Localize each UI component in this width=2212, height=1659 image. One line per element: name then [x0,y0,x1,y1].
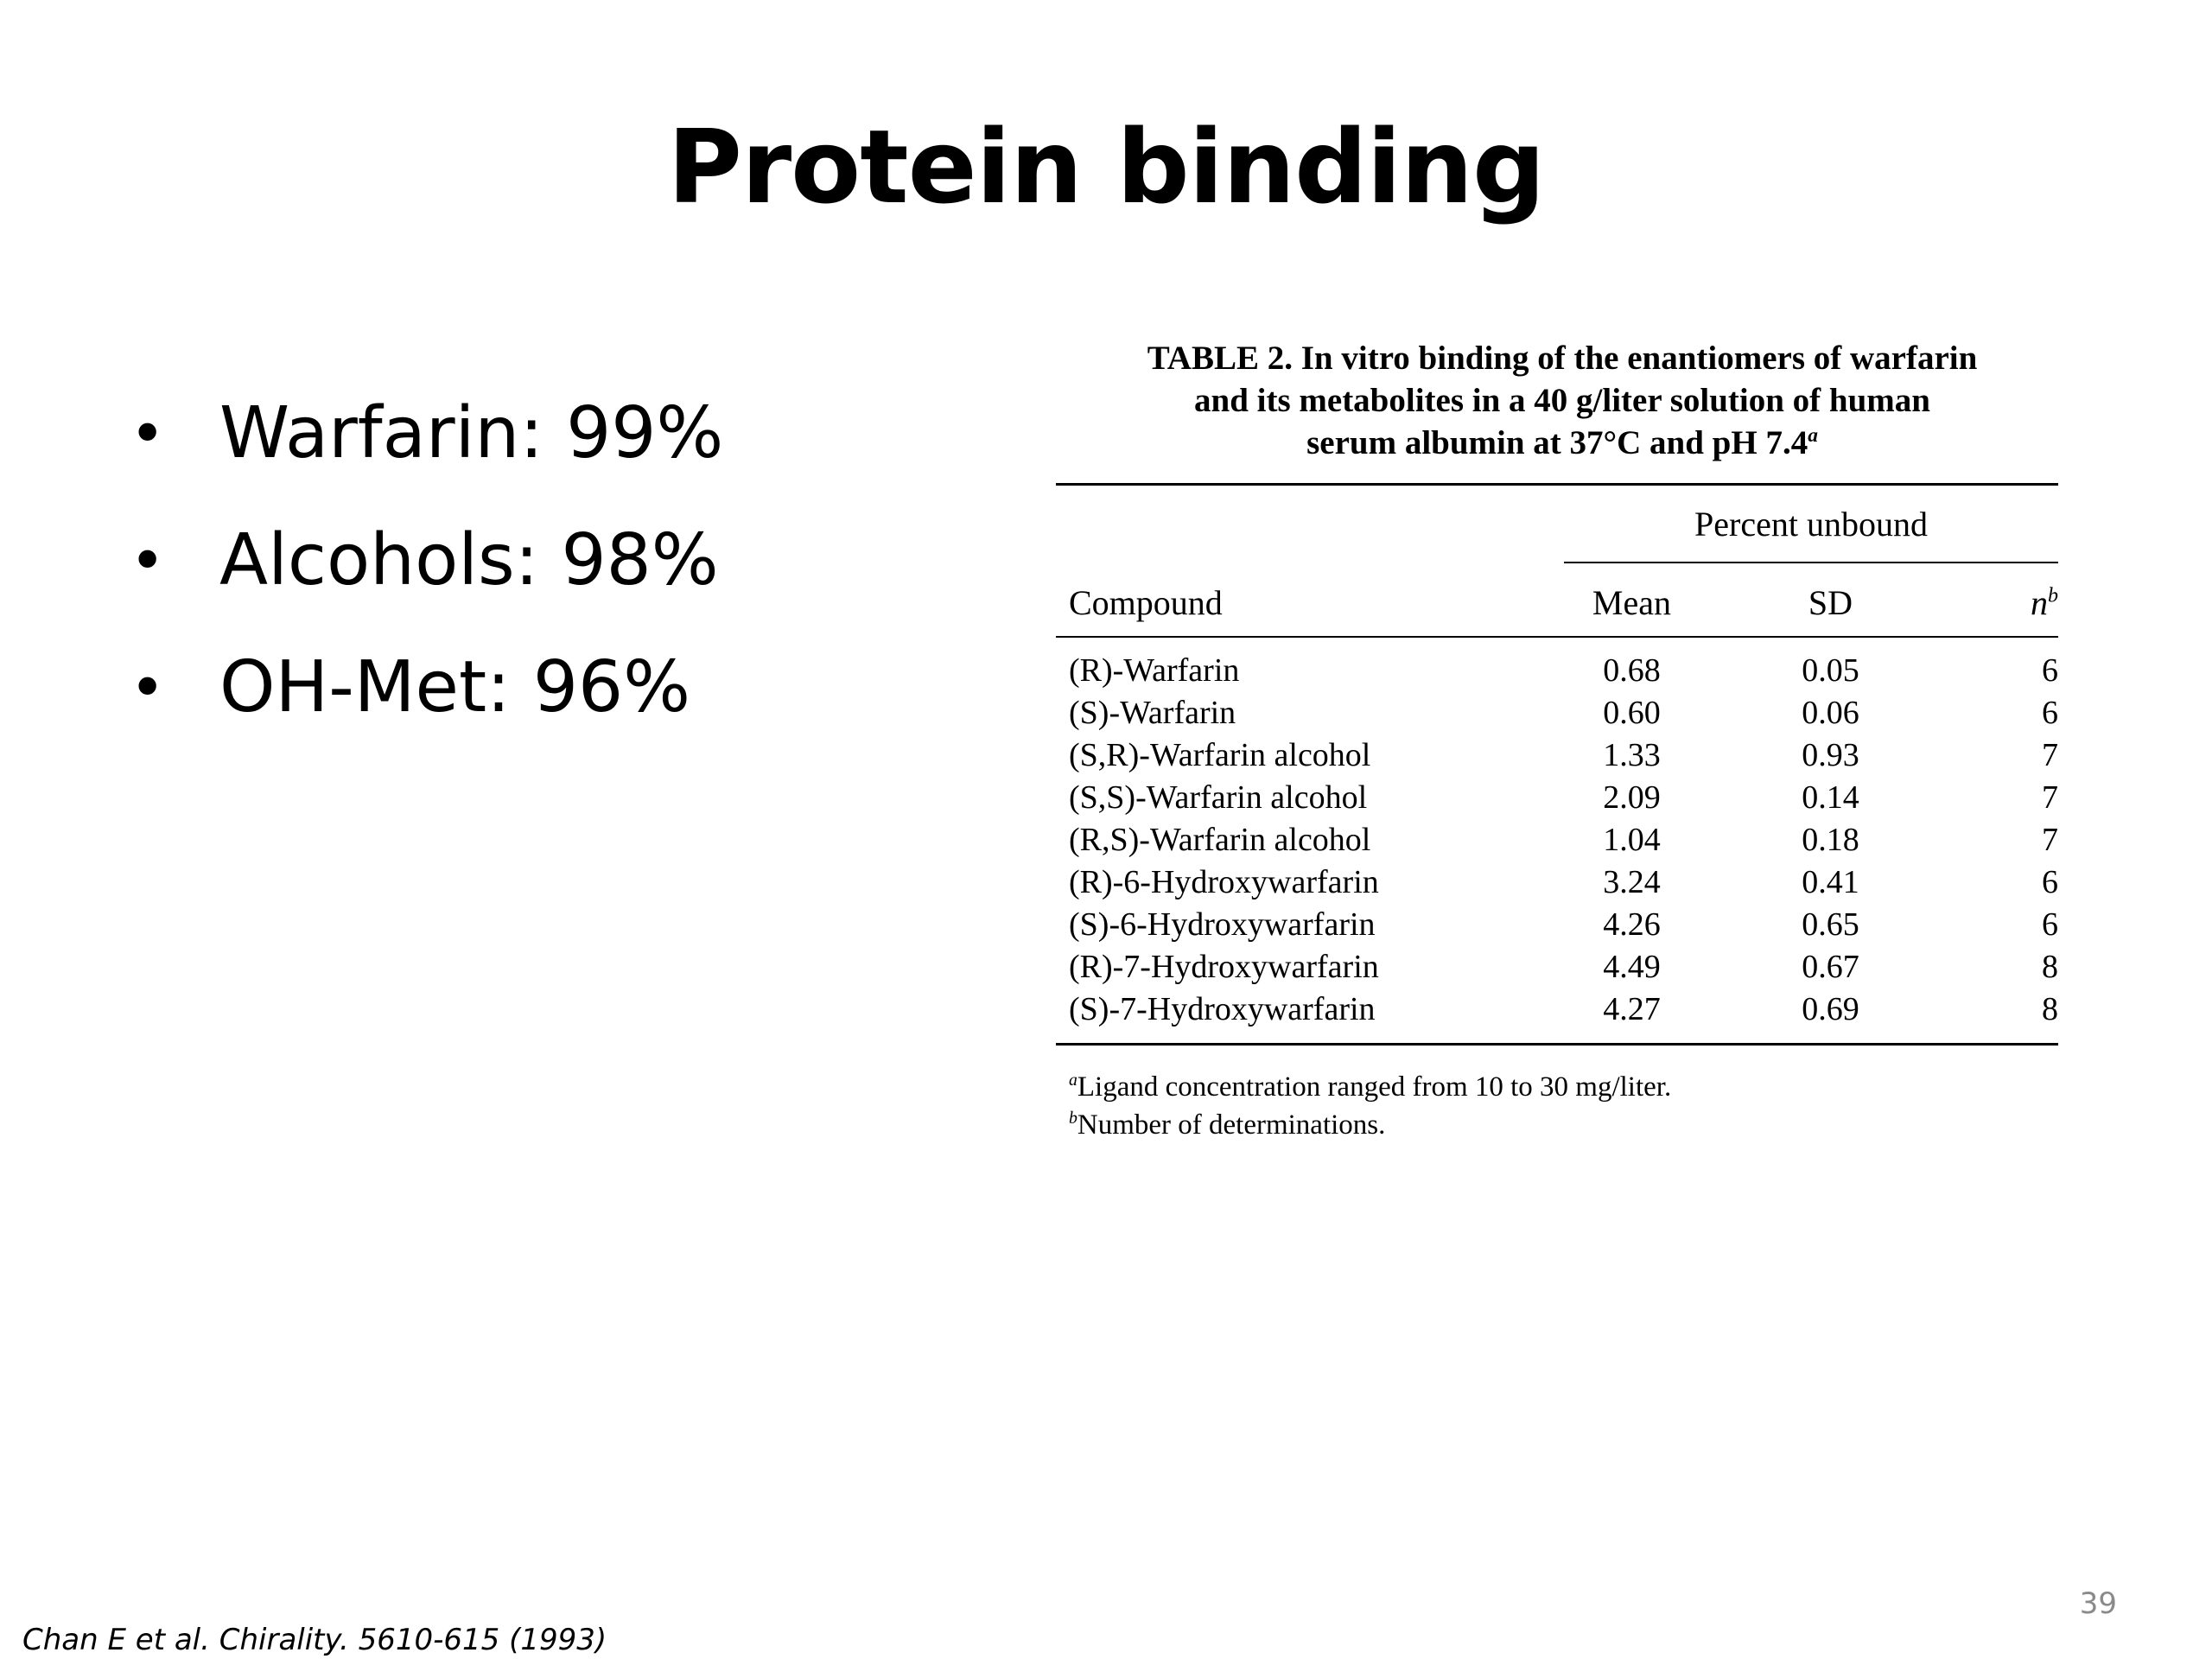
table-caption [1066,337,2058,464]
footnote-text: Ligand concentration ranged from 10 to 30 mg/liter. [1077,1071,1672,1103]
cell-mean: 4.49 [1603,949,1661,985]
table-footnotes [1056,1068,2058,1144]
table-row [1056,904,2058,946]
cell-n: 6 [2042,906,2058,943]
column-header-n-label: n [2031,583,2048,622]
cell-n: 6 [2042,652,2058,689]
cell-compound: (R)-Warfarin [1069,652,1240,689]
column-header-compound: Compound [1069,583,1223,622]
bullet-item [130,624,723,751]
cell-compound: (R,S)-Warfarin alcohol [1069,822,1371,858]
bullet-marker: • [130,652,166,723]
cell-sd: 0.69 [1802,991,1859,1027]
cell-n: 7 [2042,822,2058,858]
header-bottom-rule [1056,636,2058,638]
table-row [1056,692,2058,734]
bullet-item [130,370,723,497]
bullet-text: OH-Met: 96% [219,646,691,728]
table-row [1056,946,2058,988]
cell-sd: 0.14 [1802,779,1859,816]
table-row [1056,819,2058,861]
cell-mean: 1.04 [1603,822,1661,858]
table-caption-text: serum albumin at 37°C and pH 7.4 [1306,424,1808,461]
footnote-text: Number of determinations. [1077,1109,1386,1141]
cell-compound: (S)-6-Hydroxywarfarin [1069,906,1376,943]
cell-mean: 0.68 [1603,652,1661,689]
cell-n: 8 [2042,991,2058,1027]
bullet-list [130,370,723,751]
cell-sd: 0.65 [1802,906,1859,943]
cell-sd: 0.67 [1802,949,1859,985]
cell-compound: (S)-Warfarin [1069,695,1236,731]
table-body [1056,650,2058,1031]
table-figure [1056,337,2058,1144]
cell-n: 6 [2042,695,2058,731]
table-caption-line: TABLE 2. In vitro binding of the enantiomers of warfarin [1147,340,1978,377]
cell-compound: (R)-7-Hydroxywarfarin [1069,949,1379,985]
cell-compound: (S)-7-Hydroxywarfarin [1069,991,1376,1027]
page-number: 39 [2079,1586,2117,1621]
bullet-text: Warfarin: 99% [219,392,724,474]
cell-mean: 2.09 [1603,779,1661,816]
footnote [1069,1106,2058,1144]
cell-compound: (S,R)-Warfarin alcohol [1069,737,1371,773]
footnote-mark: b [1069,1109,1077,1128]
table-row [1056,988,2058,1031]
cell-n: 7 [2042,737,2058,773]
n-footnote-mark: b [2048,584,2058,607]
column-header-sd: SD [1808,583,1853,622]
bullet-item [130,497,723,624]
table-top-rule [1056,483,2058,486]
cell-sd: 0.06 [1802,695,1859,731]
cell-mean: 0.60 [1603,695,1661,731]
caption-footnote-mark: a [1808,424,1818,447]
cell-sd: 0.18 [1802,822,1859,858]
cell-sd: 0.41 [1802,864,1859,900]
column-header-mean: Mean [1592,583,1671,622]
slide-title: Protein binding [667,107,1545,226]
table-caption-line: and its metabolites in a 40 g/liter solution of human [1194,382,1930,419]
bullet-marker: • [130,524,166,596]
cell-mean: 3.24 [1603,864,1661,900]
cell-mean: 1.33 [1603,737,1661,773]
bullet-text: Alcohols: 98% [219,519,719,601]
cell-sd: 0.93 [1802,737,1859,773]
cell-n: 8 [2042,949,2058,985]
group-header-rule [1564,562,2058,563]
footnote-mark: a [1069,1071,1077,1090]
table-caption-line [1066,422,2058,464]
cell-n: 7 [2042,779,2058,816]
column-header-n [1944,582,2058,623]
cell-mean: 4.26 [1603,906,1661,943]
table-row [1056,861,2058,904]
footnote [1069,1068,2058,1106]
table-row [1056,777,2058,819]
group-header-row [1056,503,2058,546]
cell-mean: 4.27 [1603,991,1661,1027]
citation: Chan E et al. Chirality. 5610-615 (1993) [22,1623,607,1657]
table-bottom-rule [1056,1043,2058,1046]
cell-compound: (R)-6-Hydroxywarfarin [1069,864,1379,900]
table-row [1056,650,2058,692]
group-header-percent-unbound: Percent unbound [1694,505,1928,543]
bullet-marker: • [130,397,166,469]
column-header-row [1056,582,2058,636]
cell-compound: (S,S)-Warfarin alcohol [1069,779,1368,816]
cell-n: 6 [2042,864,2058,900]
cell-sd: 0.05 [1802,652,1859,689]
table-row [1056,734,2058,777]
